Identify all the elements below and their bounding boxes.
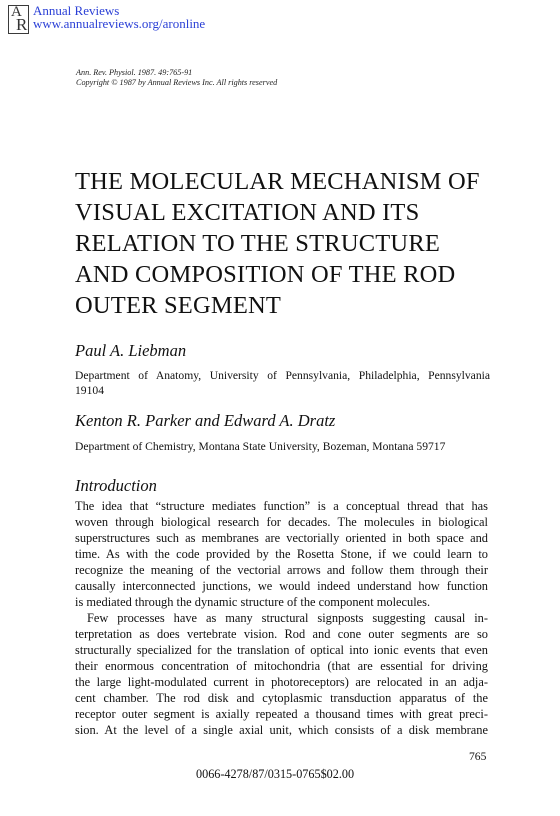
title-line: RELATION TO THE STRUCTURE — [75, 230, 441, 257]
issn-code: 0066-4278/87/0315-0765$02.00 — [196, 767, 355, 781]
author-affiliation: Department of Anatomy, University of Pennsylvania, Philadelphia, Pennsylvania — [75, 369, 490, 382]
body-text-line: is mediated through the dynamic structure of the component molecules. — [75, 595, 431, 609]
author-name: Kenton R. Parker and Edward A. Dratz — [75, 411, 336, 430]
title-line: AND COMPOSITION OF THE ROD — [75, 261, 456, 288]
body-text-line: terpretation as does vertebrate vision. Rod and cone outer segments are so — [75, 627, 488, 641]
publisher-link[interactable]: Annual Reviews — [33, 3, 120, 18]
body-text-line: time. As with the code provided by the Rosetta Stone, if we could learn to — [75, 547, 488, 561]
body-text-line: sion. At the level of a single axial unit, which consists of a disk membrane — [75, 723, 488, 737]
body-text-line: recognize the meaning of the vectorial arrows and follow them through their — [75, 563, 488, 577]
logo-letter-r: R — [16, 15, 28, 34]
title-line: VISUAL EXCITATION AND ITS — [75, 199, 420, 226]
author-affiliation: 19104 — [75, 384, 104, 397]
logo-letter-a: A — [11, 4, 22, 20]
title-line: THE MOLECULAR MECHANISM OF — [75, 168, 480, 195]
body-text-line: receptor outer segment is axially repeated a thousand times with great preci- — [75, 707, 488, 721]
annual-reviews-logo — [8, 5, 29, 34]
body-text-line: superstructures such as membranes are vectorially oriented in both space and — [75, 531, 488, 545]
body-text-line: causally interconnected junctions, we would indeed understand how function — [75, 579, 488, 593]
body-text-line: The idea that “structure mediates function” is a conceptual thread that has — [75, 499, 488, 513]
publisher-url-link[interactable]: www.annualreviews.org/aronline — [33, 16, 206, 31]
body-text-line: their enormous concentration of mitochondria (that are essential for driving — [75, 659, 488, 673]
journal-citation: Ann. Rev. Physiol. 1987. 49:765-91 — [76, 68, 193, 77]
body-text-line: structurally specialized for the translation of optical into ionic events that even — [75, 643, 488, 657]
title-line: OUTER SEGMENT — [75, 292, 282, 319]
author-affiliation: Department of Chemistry, Montana State University, Bozeman, Montana 59717 — [75, 440, 446, 453]
author-name: Paul A. Liebman — [75, 341, 187, 360]
section-heading: Introduction — [75, 476, 157, 495]
copyright-notice: Copyright © 1987 by Annual Reviews Inc. All rights reserved — [76, 78, 278, 87]
body-text-line: cent chamber. The rod disk and cytoplasmic transduction apparatus of the — [75, 691, 488, 705]
body-text-line: woven through biological research for decades. The molecules in biological — [75, 515, 488, 529]
body-text-line: Few processes have as many structural signposts suggesting causal in- — [87, 611, 488, 625]
page-number: 765 — [469, 750, 487, 763]
article-title — [75, 166, 545, 321]
body-text-line: the large light-modulated current in photoreceptors) are relocated in an adja- — [75, 675, 488, 689]
